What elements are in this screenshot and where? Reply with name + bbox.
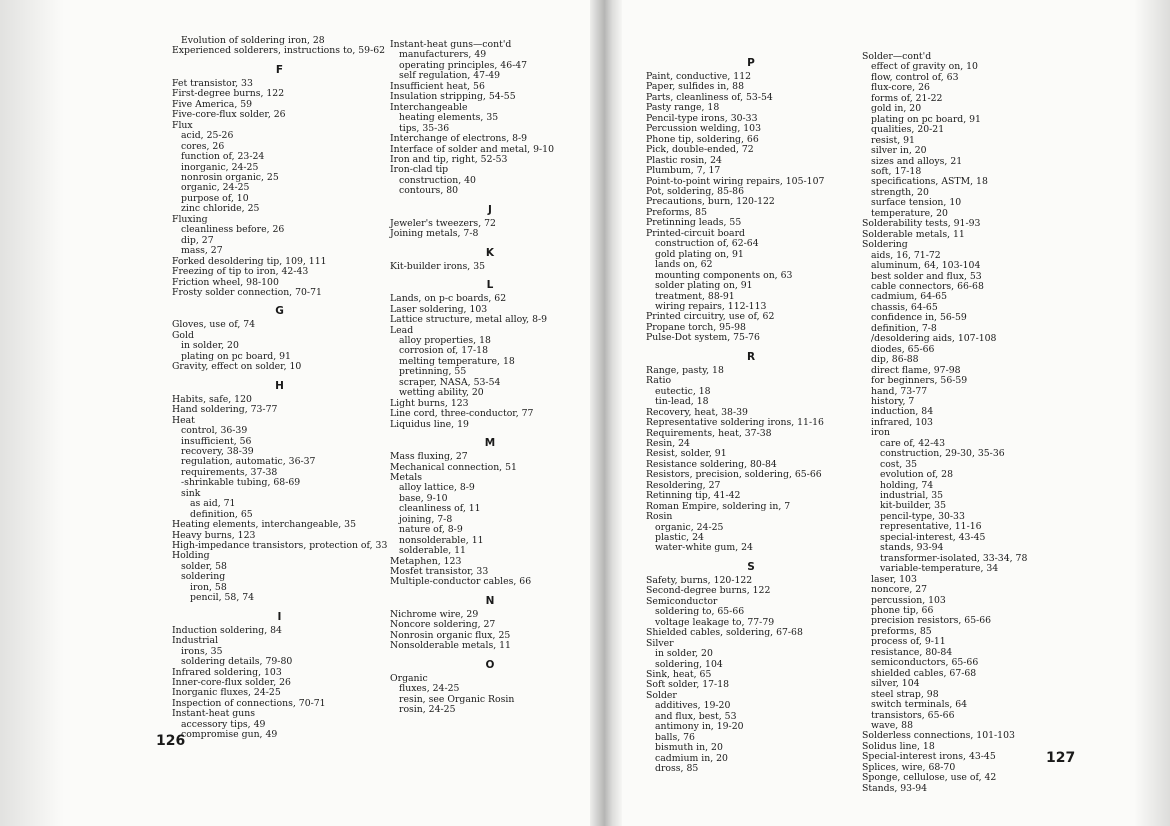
index-entry: Ratio — [646, 375, 672, 387]
book-gutter — [590, 0, 622, 826]
index-subentry: soldering details, 79-80 — [181, 656, 293, 668]
index-entry: Noncore soldering, 27 — [390, 619, 496, 631]
index-entry: Paint, conductive, 112 — [646, 71, 752, 82]
index-subentry: insufficient, 56 — [181, 435, 252, 447]
index-entry: Resin, 24 — [646, 437, 690, 449]
index-subentry: dip, 27 — [181, 234, 214, 246]
index-entry: Five America, 59 — [172, 98, 253, 110]
index-subentry: percussion, 103 — [871, 594, 946, 606]
index-subentry: control, 36-39 — [181, 425, 248, 437]
index-subentry: specifications, ASTM, 18 — [871, 176, 988, 188]
index-subentry: sink — [181, 487, 201, 499]
index-entry: High-impedance transistors, protection of, 33 — [172, 540, 388, 552]
index-entry: Inorganic fluxes, 24-25 — [172, 687, 281, 699]
index-entry: Freezing of tip to iron, 42-43 — [172, 266, 309, 278]
index-entry: Recovery, heat, 38-39 — [646, 406, 748, 418]
index-entry: Light burns, 123 — [390, 397, 469, 409]
index-entry: Liquidus line, 19 — [390, 418, 469, 430]
index-subentry: organic, 24-25 — [655, 521, 724, 533]
index-entry: Precautions, burn, 120-122 — [646, 196, 775, 208]
index-entry: Heavy burns, 123 — [172, 529, 256, 541]
index-entry: Lands, on p-c boards, 62 — [390, 293, 507, 305]
index-subentry: fluxes, 24-25 — [399, 683, 460, 695]
index-entry: Metaphen, 123 — [390, 555, 462, 567]
index-subentry: acid, 25-26 — [181, 130, 234, 142]
index-subentry: bismuth in, 20 — [655, 742, 723, 754]
index-subentry: variable-temperature, 34 — [880, 563, 999, 575]
index-entry: Iron and tip, right, 52-53 — [390, 153, 508, 165]
index-entry: Interface of solder and metal, 9-10 — [390, 143, 554, 155]
letter-heading-m: M — [484, 437, 496, 450]
index-subentry: melting temperature, 18 — [399, 355, 515, 367]
index-entry: Pot, soldering, 85-86 — [646, 185, 744, 197]
index-entry: Point-to-point wiring repairs, 105-107 — [646, 175, 825, 187]
index-subentry: construction, 29-30, 35-36 — [880, 448, 1005, 460]
letter-heading-i: I — [277, 610, 282, 623]
index-subentry: as aid, 71 — [190, 498, 236, 510]
index-subentry: tin-lead, 18 — [655, 396, 709, 408]
index-entry: Pretinning leads, 55 — [646, 217, 742, 229]
index-subentry: accessory tips, 49 — [181, 718, 266, 730]
index-entry: Range, pasty, 18 — [646, 364, 724, 376]
index-subentry: infrared, 103 — [871, 416, 933, 428]
index-subentry: holding, 74 — [880, 479, 934, 491]
index-entry: Pick, double-ended, 72 — [646, 144, 754, 156]
index-subentry: alloy properties, 18 — [399, 334, 491, 346]
index-entry: Habits, safe, 120 — [172, 393, 252, 405]
index-subentry: construction of, 62-64 — [655, 238, 759, 250]
index-entry: Resistors, precision, soldering, 65-66 — [646, 469, 822, 481]
index-entry: Retinning tip, 41-42 — [646, 490, 741, 502]
index-subentry: laser, 103 — [871, 573, 917, 585]
index-subentry: stands, 93-94 — [880, 542, 944, 554]
index-subentry: best solder and flux, 53 — [871, 270, 982, 282]
index-subentry: zinc chloride, 25 — [181, 203, 260, 215]
index-subentry: voltage leakage to, 77-79 — [655, 616, 775, 628]
index-entry: Representative soldering irons, 11-16 — [646, 417, 824, 429]
index-entry: Rosin — [646, 511, 673, 523]
index-entry: Solder—cont'd — [862, 51, 932, 62]
index-subentry: chassis, 64-65 — [871, 301, 938, 313]
index-entry: Plastic rosin, 24 — [646, 154, 722, 166]
index-entry: Solderability tests, 91-93 — [862, 218, 981, 230]
index-subentry: strength, 20 — [871, 186, 929, 198]
index-subentry: aids, 16, 71-72 — [871, 249, 941, 261]
index-entry: Pencil-type irons, 30-33 — [646, 112, 758, 124]
index-entry: Shielded cables, soldering, 67-68 — [646, 627, 803, 639]
index-entry: Safety, burns, 120-122 — [646, 574, 753, 586]
index-entry: Interchangeable — [390, 101, 468, 113]
index-entry: Lattice structure, metal alloy, 8-9 — [390, 314, 548, 326]
index-subentry: gold plating on, 91 — [655, 248, 744, 260]
index-subentry: cadmium, 64-65 — [871, 291, 948, 303]
index-subentry: evolution of, 28 — [880, 469, 954, 481]
index-entry: Holding — [172, 550, 210, 562]
index-subentry: flux-core, 26 — [871, 82, 930, 94]
index-subentry: soft, 17-18 — [871, 165, 922, 177]
index-subentry: gold in, 20 — [871, 103, 922, 115]
index-entry: Lead — [390, 324, 414, 336]
index-subentry: transistors, 65-66 — [871, 709, 955, 721]
index-subentry: cleanliness of, 11 — [399, 503, 481, 515]
index-subentry: wetting ability, 20 — [399, 387, 484, 399]
index-subentry: nature of, 8-9 — [399, 524, 463, 536]
page-number-left: 126 — [156, 733, 186, 749]
index-subentry: antimony in, 19-20 — [655, 721, 744, 733]
index-entry: Infrared soldering, 103 — [172, 666, 282, 678]
index-subentry: precision resistors, 65-66 — [871, 615, 992, 627]
index-subentry: wiring repairs, 112-113 — [655, 300, 767, 312]
index-entry: Roman Empire, soldering in, 7 — [646, 500, 791, 512]
index-subentry: definition, 65 — [190, 508, 253, 520]
index-subentry: /desoldering aids, 107-108 — [871, 333, 997, 345]
index-subentry: alloy lattice, 8-9 — [399, 482, 475, 494]
index-entry: Gold — [172, 329, 194, 341]
index-entry: Plumbum, 7, 17 — [646, 165, 721, 177]
index-subentry: flow, control of, 63 — [871, 71, 959, 83]
index-entry: Second-degree burns, 122 — [646, 585, 771, 597]
index-column-3 — [646, 50, 856, 775]
index-entry: Sink, heat, 65 — [646, 669, 712, 681]
index-entry: Solidus line, 18 — [862, 740, 935, 752]
index-entry: Nichrome wire, 29 — [390, 608, 479, 620]
index-entry: Joining metals, 7-8 — [390, 228, 479, 240]
index-entry: Pulse-Dot system, 75-76 — [646, 332, 760, 344]
index-subentry: scraper, NASA, 53-54 — [399, 376, 501, 388]
index-subentry: care of, 42-43 — [880, 437, 946, 449]
index-entry: Solder — [646, 689, 677, 701]
index-subentry: cadmium in, 20 — [655, 752, 728, 764]
index-entry: Induction soldering, 84 — [172, 624, 282, 636]
index-entry: Laser soldering, 103 — [390, 303, 488, 315]
index-subentry: kit-builder, 35 — [880, 500, 946, 512]
index-subentry: mounting components on, 63 — [655, 269, 793, 281]
index-subentry: function of, 23-24 — [181, 151, 265, 163]
letter-heading-g: G — [275, 305, 284, 318]
index-subentry: pencil-type, 30-33 — [880, 510, 965, 522]
index-subentry: steel strap, 98 — [871, 688, 939, 700]
page-number-right: 127 — [1046, 750, 1076, 766]
index-subentry: sizes and alloys, 21 — [871, 155, 963, 167]
index-subentry: additives, 19-20 — [655, 700, 731, 712]
index-subentry: regulation, automatic, 36-37 — [181, 456, 316, 468]
index-entry: Organic — [390, 672, 428, 684]
index-subentry: phone tip, 66 — [871, 605, 934, 617]
index-subentry: eutectic, 18 — [655, 385, 711, 397]
index-subentry: mass, 27 — [181, 245, 223, 257]
index-entry: Kit-builder irons, 35 — [390, 260, 486, 272]
index-subentry: -shrinkable tubing, 68-69 — [181, 477, 301, 489]
index-subentry: surface tension, 10 — [871, 197, 962, 209]
index-entry: Percussion welding, 103 — [646, 123, 761, 135]
index-entry: Pasty range, 18 — [646, 102, 720, 114]
index-subentry: pretinning, 55 — [399, 366, 467, 378]
index-subentry: cable connectors, 66-68 — [871, 280, 984, 292]
index-subentry: solder plating on, 91 — [655, 280, 753, 292]
index-entry: Stands, 93-94 — [862, 782, 928, 794]
index-entry: Semiconductor — [646, 595, 718, 607]
index-subentry: dip, 86-88 — [871, 354, 919, 366]
index-entry: Experienced solderers, instructions to, 59-62 — [172, 45, 386, 57]
index-subentry: compromise gun, 49 — [181, 729, 278, 741]
index-subentry: operating principles, 46-47 — [399, 59, 528, 71]
index-entry: Printed-circuit board — [646, 227, 745, 239]
index-entry: Resoldering, 27 — [646, 479, 721, 491]
index-entry: Printed circuitry, use of, 62 — [646, 311, 775, 323]
index-column-1 — [172, 36, 387, 741]
index-entry: Gravity, effect on solder, 10 — [172, 361, 302, 373]
index-subentry: soldering, 104 — [655, 658, 723, 670]
index-subentry: plastic, 24 — [655, 532, 704, 544]
letter-heading-p: P — [747, 57, 755, 69]
letter-heading-r: R — [746, 350, 756, 363]
index-entry: Instant-heat guns — [172, 708, 255, 720]
index-subentry: lands on, 62 — [655, 259, 713, 271]
index-subentry: pencil, 58, 74 — [190, 592, 255, 604]
index-subentry: cost, 35 — [880, 458, 918, 470]
index-entry: Soldering — [862, 239, 908, 251]
index-subentry: base, 9-10 — [399, 492, 448, 504]
index-subentry: water-white gum, 24 — [655, 542, 753, 554]
index-subentry: hand, 73-77 — [871, 385, 928, 397]
index-subentry: forms of, 21-22 — [871, 92, 943, 104]
index-subentry: soldering — [181, 571, 226, 583]
index-subentry: resist, 91 — [871, 134, 915, 146]
index-subentry: process of, 9-11 — [871, 636, 946, 648]
index-entry: Forked desoldering tip, 109, 111 — [172, 255, 327, 267]
index-entry: Silver — [646, 637, 674, 649]
index-subentry: confidence in, 56-59 — [871, 312, 967, 324]
index-subentry: inorganic, 24-25 — [181, 161, 259, 173]
index-subentry: in solder, 20 — [655, 648, 713, 660]
index-entry: Solderless connections, 101-103 — [862, 730, 1015, 742]
index-entry: Resist, solder, 91 — [646, 448, 727, 460]
letter-heading-f: F — [275, 63, 284, 76]
index-subentry: cleanliness before, 26 — [181, 224, 285, 236]
index-subentry: joining, 7-8 — [399, 513, 453, 525]
index-entry: Propane torch, 95-98 — [646, 321, 746, 333]
index-subentry: nonsolderable, 11 — [399, 534, 484, 546]
index-entry: Phone tip, soldering, 66 — [646, 133, 759, 145]
index-subentry: temperature, 20 — [871, 207, 948, 219]
index-entry: Requirements, heat, 37-38 — [646, 427, 772, 439]
index-subentry: manufacturers, 49 — [399, 49, 487, 61]
index-entry: Industrial — [172, 635, 219, 647]
index-entry: Special-interest irons, 43-45 — [862, 751, 996, 763]
index-subentry: cores, 26 — [181, 140, 225, 152]
index-entry: Instant-heat guns—cont'd — [390, 39, 512, 50]
index-subentry: balls, 76 — [655, 731, 695, 743]
index-entry: Friction wheel, 98-100 — [172, 276, 279, 288]
index-subentry: diodes, 65-66 — [871, 343, 935, 355]
index-entry: Splices, wire, 68-70 — [862, 761, 956, 773]
index-entry: Frosty solder connection, 70-71 — [172, 286, 322, 298]
index-subentry: dross, 85 — [655, 763, 699, 775]
index-entry: Jeweler's tweezers, 72 — [390, 217, 496, 229]
index-entry: Paper, sulfides in, 88 — [646, 81, 744, 93]
index-entry: Gloves, use of, 74 — [172, 319, 256, 331]
letter-heading-s: S — [747, 560, 755, 573]
index-entry: Fluxing — [172, 213, 208, 225]
index-subentry: Evolution of soldering iron, 28 — [181, 35, 325, 46]
index-subentry: resin, see Organic Rosin — [399, 693, 515, 705]
letter-heading-n: N — [485, 594, 495, 607]
index-subentry: recovery, 38-39 — [181, 445, 254, 457]
index-subentry: induction, 84 — [871, 406, 934, 418]
index-subentry: solder, 58 — [181, 560, 227, 572]
index-subentry: aluminum, 64, 103-104 — [871, 260, 981, 272]
index-entry: Solderable metals, 11 — [862, 228, 965, 240]
index-subentry: switch terminals, 64 — [871, 699, 968, 711]
index-entry: Fet transistor, 33 — [172, 77, 253, 89]
index-entry: Nonsolderable metals, 11 — [390, 640, 511, 652]
index-subentry: and flux, best, 53 — [655, 710, 737, 722]
index-subentry: noncore, 27 — [871, 584, 928, 596]
index-subentry: tips, 35-36 — [399, 122, 450, 134]
page-edge-shadow-right — [1134, 0, 1170, 826]
index-subentry: industrial, 35 — [880, 490, 944, 502]
index-entry: Mechanical connection, 51 — [390, 461, 517, 473]
index-entry: Heating elements, interchangeable, 35 — [172, 519, 356, 531]
index-subentry: requirements, 37-38 — [181, 466, 278, 478]
index-entry: Line cord, three-conductor, 77 — [390, 408, 534, 420]
index-subentry: direct flame, 97-98 — [871, 364, 961, 376]
index-subentry: irons, 35 — [181, 645, 223, 657]
index-subentry: definition, 7-8 — [871, 322, 937, 334]
index-subentry: iron — [871, 427, 891, 439]
index-entry: Insufficient heat, 56 — [390, 80, 485, 92]
index-column-2 — [390, 40, 590, 716]
index-entry: Inspection of connections, 70-71 — [172, 697, 326, 709]
index-subentry: solderable, 11 — [399, 545, 466, 557]
index-subentry: history, 7 — [871, 395, 915, 407]
index-entry: Sponge, cellulose, use of, 42 — [862, 772, 997, 784]
index-subentry: effect of gravity on, 10 — [871, 61, 978, 73]
index-subentry: shielded cables, 67-68 — [871, 667, 977, 679]
index-subentry: in solder, 20 — [181, 340, 239, 352]
index-entry: Mosfet transistor, 33 — [390, 566, 489, 578]
index-subentry: iron, 58 — [190, 581, 227, 593]
index-entry: Hand soldering, 73-77 — [172, 404, 278, 416]
index-subentry: semiconductors, 65-66 — [871, 657, 979, 669]
index-subentry: corrosion of, 17-18 — [399, 345, 488, 357]
index-subentry: construction, 40 — [399, 174, 476, 186]
letter-heading-h: H — [275, 379, 284, 392]
index-subentry: special-interest, 43-45 — [880, 531, 986, 543]
letter-heading-k: K — [485, 246, 495, 259]
index-subentry: soldering to, 65-66 — [655, 606, 745, 618]
index-subentry: silver, 104 — [871, 678, 920, 690]
index-subentry: organic, 24-25 — [181, 182, 250, 194]
letter-heading-o: O — [485, 658, 495, 671]
index-subentry: for beginners, 56-59 — [871, 375, 968, 387]
index-entry: Metals — [390, 471, 423, 483]
letter-heading-l: L — [486, 279, 494, 292]
index-subentry: plating on pc board, 91 — [181, 350, 291, 362]
index-subentry: transformer-isolated, 33-34, 78 — [880, 552, 1028, 564]
index-column-4 — [862, 52, 1062, 794]
index-entry: Flux — [172, 119, 193, 131]
index-subentry: silver in, 20 — [871, 145, 927, 157]
index-entry: Parts, cleanliness of, 53-54 — [646, 91, 773, 103]
index-subentry: qualities, 20-21 — [871, 124, 945, 136]
index-entry: Soft solder, 17-18 — [646, 679, 730, 691]
index-subentry: plating on pc board, 91 — [871, 113, 981, 125]
index-subentry: resistance, 80-84 — [871, 646, 953, 658]
index-entry: Interchange of electrons, 8-9 — [390, 133, 528, 145]
index-entry: Inner-core-flux solder, 26 — [172, 677, 291, 689]
index-entry: Preforms, 85 — [646, 206, 708, 218]
letter-heading-j: J — [488, 203, 492, 216]
index-entry: Mass fluxing, 27 — [390, 451, 468, 463]
index-subentry: heating elements, 35 — [399, 112, 499, 124]
index-subentry: rosin, 24-25 — [399, 704, 456, 716]
index-subentry: representative, 11-16 — [880, 521, 982, 533]
index-entry: Heat — [172, 414, 195, 426]
index-subentry: self regulation, 47-49 — [399, 70, 501, 82]
index-entry: Iron-clad tip — [390, 164, 449, 176]
index-entry: Multiple-conductor cables, 66 — [390, 576, 532, 588]
index-entry: Nonrosin organic flux, 25 — [390, 629, 511, 641]
index-subentry: contours, 80 — [399, 185, 459, 197]
index-subentry: preforms, 85 — [871, 625, 932, 637]
index-subentry: treatment, 88-91 — [655, 290, 735, 302]
index-subentry: purpose of, 10 — [181, 192, 249, 204]
index-entry: Five-core-flux solder, 26 — [172, 109, 286, 121]
page-edge-shadow-left — [0, 0, 64, 826]
index-entry: First-degree burns, 122 — [172, 88, 285, 100]
index-entry: Resistance soldering, 80-84 — [646, 458, 777, 470]
index-subentry: wave, 88 — [871, 720, 913, 731]
index-subentry: nonrosin organic, 25 — [181, 171, 279, 183]
index-entry: Insulation stripping, 54-55 — [390, 91, 516, 103]
